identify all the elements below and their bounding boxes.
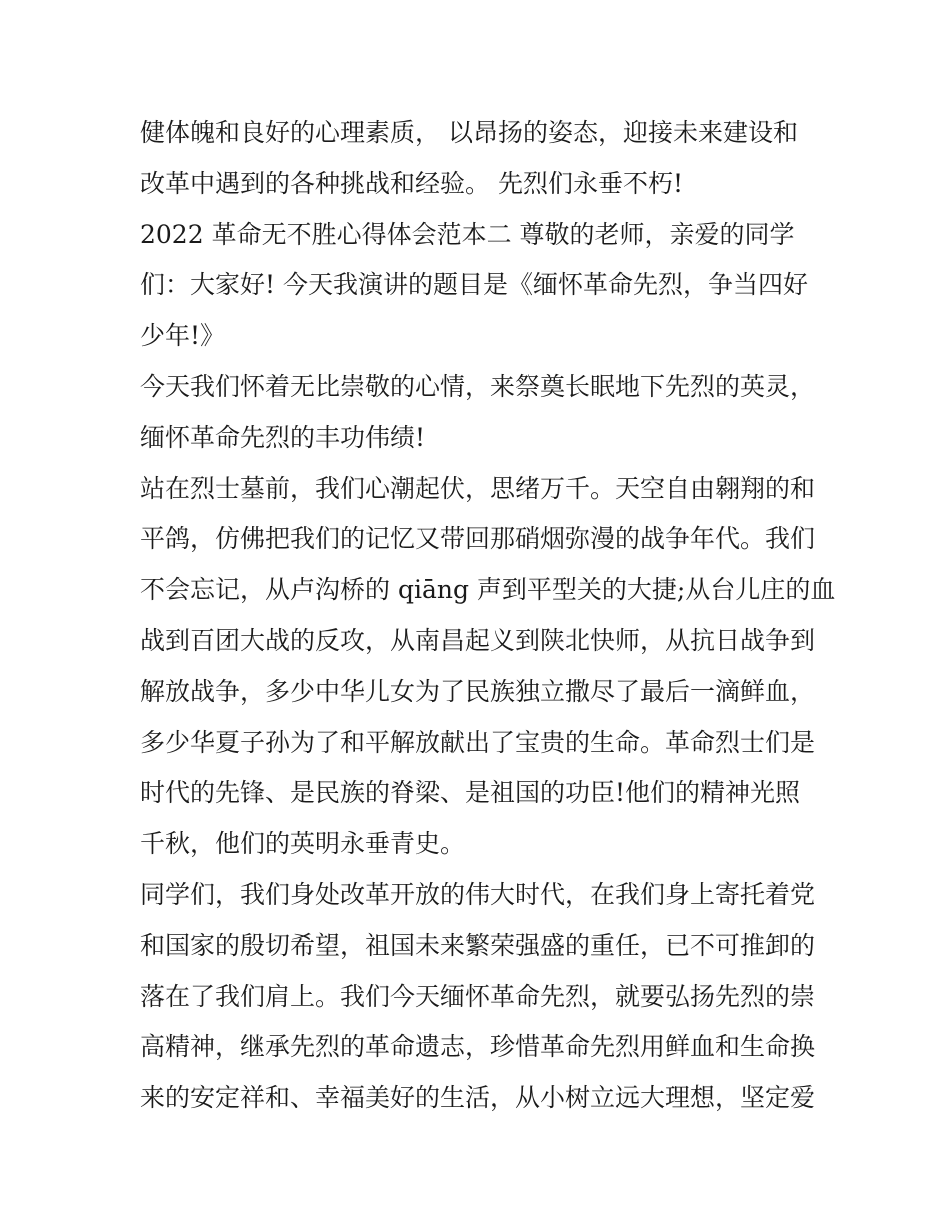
text-line: 站在烈士墓前，我们心潮起伏，思绪万千。天空自由翱翔的和 xyxy=(140,473,816,503)
text-line: 和国家的殷切希望，祖国未来繁荣强盛的重任，已不可推卸的 xyxy=(140,930,816,960)
text-line: 健体魄和良好的心理素质， 以昂扬的姿态，迎接未来建设和 xyxy=(140,118,798,147)
text-line: 缅怀革命先烈的丰功伟绩! xyxy=(140,422,426,452)
text-line: 战到百团大战的反攻，从南昌起义到陕北快师，从抗日战争到 xyxy=(140,625,816,655)
text-line: 千秋，他们的英明永垂青史。 xyxy=(140,829,466,859)
text-line: 2022 革命无不胜心得体会范本二 尊敬的老师，亲爱的同学 xyxy=(140,219,795,249)
text-line: 改革中遇到的各种挑战和经验。 先烈们永垂不朽! xyxy=(140,168,683,198)
text-line: 多少华夏子孙为了和平解放献出了宝贵的生命。革命烈士们是 xyxy=(140,727,816,757)
text-line: 不会忘记，从卢沟桥的 qiāng 声到平型关的大捷;从台儿庄的血 xyxy=(140,575,836,605)
text-line: 落在了我们肩上。我们今天缅怀革命先烈，就要弘扬先烈的崇 xyxy=(140,981,816,1011)
text-line: 解放战争，多少中华儿女为了民族独立撒尽了最后一滴鲜血， xyxy=(140,676,816,706)
text-line: 今天我们怀着无比崇敬的心情，来祭奠长眠地下先烈的英灵， xyxy=(140,371,816,401)
text-line: 们：大家好! 今天我演讲的题目是《缅怀革命先烈，争当四好 xyxy=(140,270,808,300)
text-line: 平鸽，仿佛把我们的记忆又带回那硝烟弥漫的战争年代。我们 xyxy=(140,524,816,554)
document-text-body xyxy=(140,108,836,1124)
text-line: 高精神，继承先烈的革命遗志，珍惜革命先烈用鲜血和生命换 xyxy=(140,1032,816,1062)
text-line: 同学们，我们身处改革开放的伟大时代，在我们身上寄托着党 xyxy=(140,879,816,909)
text-line: 少年!》 xyxy=(140,321,226,351)
text-line: 来的安定祥和、幸福美好的生活，从小树立远大理想，坚定爱 xyxy=(140,1083,816,1113)
text-line: 时代的先锋、是民族的脊梁、是祖国的功臣!他们的精神光照 xyxy=(140,778,801,808)
